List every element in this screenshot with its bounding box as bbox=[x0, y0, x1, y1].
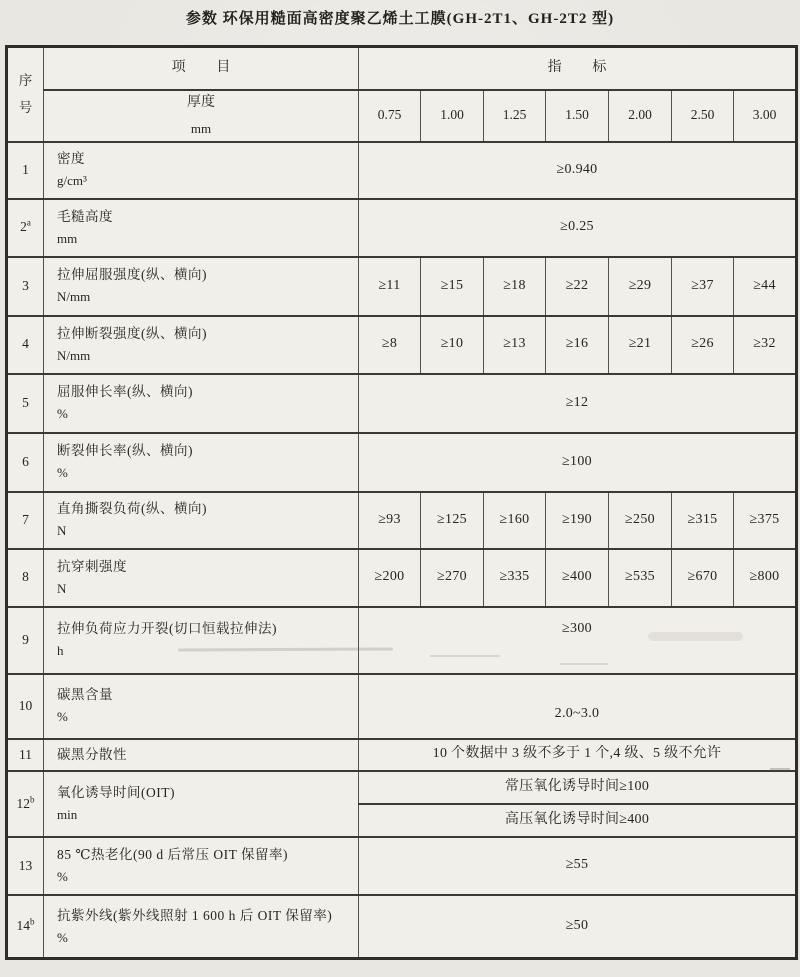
table-row bbox=[7, 257, 797, 316]
row-value: 2.0~3.0 bbox=[359, 674, 797, 739]
row-number: 1 bbox=[7, 142, 44, 199]
row-label: 抗穿刺强度 N bbox=[44, 549, 359, 607]
header-seq bbox=[7, 47, 44, 142]
row-value: ≥16 bbox=[546, 316, 609, 374]
row-number: 13 bbox=[7, 837, 44, 895]
table-row bbox=[7, 374, 797, 433]
row-label: 碳黑含量 % bbox=[44, 674, 359, 739]
row-value: ≥670 bbox=[672, 549, 734, 607]
row-value: ≥160 bbox=[484, 492, 546, 549]
row-number: 2$^a$ bbox=[7, 199, 44, 257]
row-value: ≥29 bbox=[609, 257, 672, 316]
row-value: ≥26 bbox=[672, 316, 734, 374]
table-title: 参数 环保用糙面高密度聚乙烯土工膜(GH-2T1、GH-2T2 型) bbox=[185, 11, 615, 27]
row-value: ≥375 bbox=[734, 492, 797, 549]
row-value: ≥32 bbox=[734, 316, 797, 374]
table-row bbox=[7, 674, 797, 739]
row-value: ≥37 bbox=[672, 257, 734, 316]
row-value: ≥55 bbox=[359, 837, 797, 895]
thickness-value: 2.50 bbox=[672, 90, 734, 142]
row-value: ≥21 bbox=[609, 316, 672, 374]
row-label: 拉伸断裂强度(纵、横向) N/mm bbox=[44, 316, 359, 374]
row-value: ≥270 bbox=[421, 549, 484, 607]
row-value: ≥800 bbox=[734, 549, 797, 607]
row-value: ≥200 bbox=[359, 549, 421, 607]
row-number: 5 bbox=[7, 374, 44, 433]
table-row bbox=[7, 492, 797, 549]
thickness-value: 3.00 bbox=[734, 90, 797, 142]
row-number: 8 bbox=[7, 549, 44, 607]
row-number: 3 bbox=[7, 257, 44, 316]
row-value: ≥93 bbox=[359, 492, 421, 549]
row-value: ≥315 bbox=[672, 492, 734, 549]
row-label: 直角撕裂负荷(纵、横向) N bbox=[44, 492, 359, 549]
table-row bbox=[7, 607, 797, 674]
header-thickness bbox=[44, 90, 359, 142]
row-value: ≥100 bbox=[359, 433, 797, 492]
row-value: ≥535 bbox=[609, 549, 672, 607]
table-row bbox=[7, 771, 797, 804]
row-value: ≥13 bbox=[484, 316, 546, 374]
row-value: ≥400 bbox=[546, 549, 609, 607]
row-value: 高压氧化诱导时间≥400 bbox=[359, 804, 797, 837]
table-row bbox=[7, 837, 797, 895]
row-number: 10 bbox=[7, 674, 44, 739]
row-value: ≥190 bbox=[546, 492, 609, 549]
row-label: 断裂伸长率(纵、横向) % bbox=[44, 433, 359, 492]
thickness-label: 厚度 bbox=[187, 94, 215, 110]
row-value: ≥10 bbox=[421, 316, 484, 374]
row-value: ≥0.25 bbox=[359, 199, 797, 257]
row-label: 拉伸负荷应力开裂(切口恒载拉伸法) h bbox=[44, 607, 359, 674]
row-value: ≥44 bbox=[734, 257, 797, 316]
row-value: ≥12 bbox=[359, 374, 797, 433]
row-number: 9 bbox=[7, 607, 44, 674]
row-number: 11 bbox=[7, 739, 44, 771]
row-value: ≥50 bbox=[359, 895, 797, 959]
row-number: 12$^b$ bbox=[7, 771, 44, 837]
spec-table bbox=[5, 45, 798, 960]
row-value: ≥125 bbox=[421, 492, 484, 549]
row-value: 10 个数据中 3 级不多于 1 个,4 级、5 级不允许 bbox=[359, 739, 797, 771]
table-row bbox=[7, 316, 797, 374]
row-value: ≥335 bbox=[484, 549, 546, 607]
row-label: 抗紫外线(紫外线照射 1 600 h 后 OIT 保留率) % bbox=[44, 895, 359, 959]
row-value: ≥0.940 bbox=[359, 142, 797, 199]
row-label: 氧化诱导时间(OIT) min bbox=[44, 771, 359, 837]
row-number: 7 bbox=[7, 492, 44, 549]
thickness-value: 1.25 bbox=[484, 90, 546, 142]
row-value: ≥300 bbox=[359, 607, 797, 674]
row-value: ≥22 bbox=[546, 257, 609, 316]
thickness-value: 2.00 bbox=[609, 90, 672, 142]
thickness-value: 0.75 bbox=[359, 90, 421, 142]
row-value: ≥8 bbox=[359, 316, 421, 374]
row-label: 拉伸屈服强度(纵、横向) N/mm bbox=[44, 257, 359, 316]
row-value: ≥18 bbox=[484, 257, 546, 316]
row-value: ≥11 bbox=[359, 257, 421, 316]
header-item bbox=[44, 47, 359, 90]
row-number: 6 bbox=[7, 433, 44, 492]
header-seq-label: 序号 bbox=[18, 73, 33, 116]
row-label: 85 ℃热老化(90 d 后常压 OIT 保留率) % bbox=[44, 837, 359, 895]
table-row bbox=[7, 142, 797, 199]
thickness-value: 1.00 bbox=[421, 90, 484, 142]
header-item-label: 项目 bbox=[171, 59, 262, 75]
row-label: 屈服伸长率(纵、横向) % bbox=[44, 374, 359, 433]
table-row bbox=[7, 895, 797, 959]
table-row bbox=[7, 199, 797, 257]
header-row-1 bbox=[7, 47, 797, 90]
header-indicator-label: 指标 bbox=[547, 59, 638, 75]
row-value: 常压氧化诱导时间≥100 bbox=[359, 771, 797, 804]
row-number: 14$^b$ bbox=[7, 895, 44, 959]
table-row bbox=[7, 549, 797, 607]
row-label: 毛糙高度 mm bbox=[44, 199, 359, 257]
row-label: 密度 g/cm³ bbox=[44, 142, 359, 199]
header-row-2 bbox=[7, 90, 797, 142]
row-label: 碳黑分散性 bbox=[44, 739, 359, 771]
table-row bbox=[7, 739, 797, 771]
header-indicator bbox=[359, 47, 797, 90]
row-value: ≥250 bbox=[609, 492, 672, 549]
thickness-value: 1.50 bbox=[546, 90, 609, 142]
row-number: 4 bbox=[7, 316, 44, 374]
row-value: ≥15 bbox=[421, 257, 484, 316]
thickness-unit: mm bbox=[190, 120, 212, 136]
table-row bbox=[7, 433, 797, 492]
